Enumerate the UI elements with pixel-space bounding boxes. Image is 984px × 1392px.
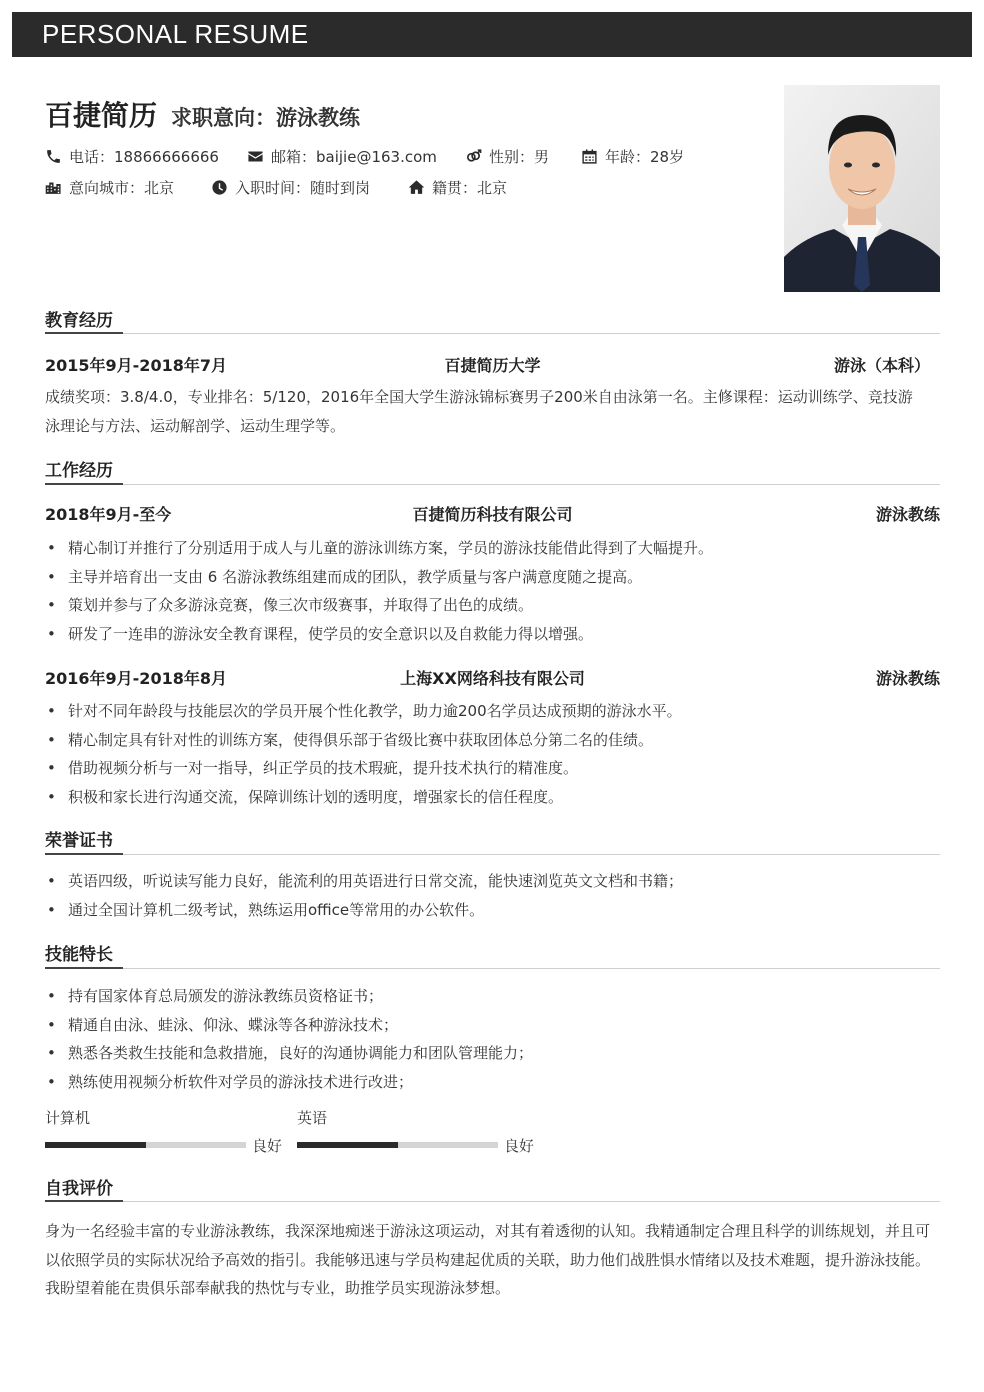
education-entry-head [45, 353, 940, 375]
info-phone [45, 146, 247, 166]
skill-computer-level: 良好 [252, 1137, 283, 1155]
list-item: • 主导并培育出一支由 6 名游泳教练组建而成的团队，教学质量与客户满意度随之提高。 [45, 563, 945, 592]
skills-title: 技能特长 [45, 945, 113, 965]
list-item: • 策划并参与了众多游泳竞赛，像三次市级赛事，并取得了出色的成绩。 [45, 591, 945, 620]
job-2-company: 上海XX网络科技有限公司 [400, 669, 585, 688]
info-city [45, 177, 211, 197]
education-detail: 成绩奖项：3.8/4.0，专业排名：5/120，2016年全国大学生游泳锦标赛男子200米自由泳第一名。主修课程：运动训练学、竞技游泳理论与方法、运动解剖学、运动生理学等。 [45, 388, 913, 435]
info-start [211, 177, 408, 197]
list-item: • 精心制定具有针对性的训练方案，使得俱乐部于省级比赛中获取团体总分第二名的佳绩。 [45, 726, 945, 755]
honors-bullets [45, 867, 945, 924]
info-gender-text: 性别：男 [489, 147, 550, 166]
info-origin [408, 177, 507, 197]
list-item: • 熟练使用视频分析软件对学员的游泳技术进行改进； [45, 1068, 945, 1097]
honors-divider [45, 854, 940, 855]
skill-english-bar [297, 1142, 498, 1148]
list-item: • 研发了一连串的游泳安全教育课程，使学员的安全意识以及自救能力得以增强。 [45, 620, 945, 649]
name-line [45, 94, 360, 130]
info-origin-text: 籍贯：北京 [432, 178, 508, 197]
skills-divider-mark [45, 967, 123, 969]
info-email [247, 146, 465, 166]
self-title: 自我评价 [45, 1179, 113, 1199]
phone-icon [45, 148, 62, 165]
info-row-2 [45, 177, 507, 197]
education-divider [45, 333, 940, 334]
banner-title: PERSONAL RESUME [42, 19, 309, 49]
list-item: • 英语四级，听说读写能力良好，能流利的用英语进行日常交流，能快速浏览英文文档和书籍； [45, 867, 945, 896]
city-icon [45, 179, 62, 196]
info-row-1 [45, 146, 684, 166]
calendar-icon [581, 148, 598, 165]
profile-photo [784, 85, 940, 292]
info-age-text: 年龄：28岁 [605, 147, 685, 166]
list-item: • 借助视频分析与一对一指导，纠正学员的技术瑕疵，提升技术执行的精准度。 [45, 754, 945, 783]
list-item: • 精心制订并推行了分别适用于成人与儿童的游泳训练方案，学员的游泳技能借此得到了大幅提升。 [45, 534, 945, 563]
candidate-name: 百捷简历 [45, 99, 158, 132]
info-gender [465, 146, 581, 166]
job-1-role: 游泳教练 [875, 505, 940, 524]
job-1-bullets [45, 534, 945, 649]
work-title: 工作经历 [45, 461, 113, 481]
list-item: • 精通自由泳、蛙泳、仰泳、蝶泳等各种游泳技术； [45, 1011, 945, 1040]
job-1-date: 2018年9月-至今 [45, 505, 172, 524]
job-2-head [45, 666, 940, 688]
self-divider-mark [45, 1200, 123, 1202]
list-item: • 熟悉各类救生技能和急救措施，良好的沟通协调能力和团队管理能力； [45, 1039, 945, 1068]
list-item: • 积极和家长进行沟通交流，保障训练计划的透明度，增强家长的信任程度。 [45, 783, 945, 812]
education-divider-mark [45, 332, 123, 334]
skills-bullets [45, 982, 945, 1097]
job-2-date: 2016年9月-2018年8月 [45, 669, 227, 688]
self-divider [45, 1201, 940, 1202]
list-item: • 针对不同年龄段与技能层次的学员开展个性化教学，助力逾200名学员达成预期的游泳水平。 [45, 697, 945, 726]
education-school: 百捷简历大学 [444, 356, 541, 375]
skill-computer-label: 计算机 [45, 1109, 91, 1127]
skill-english-level: 良好 [504, 1137, 535, 1155]
work-divider-mark [45, 483, 123, 485]
education-title: 教育经历 [45, 311, 113, 331]
job-1-company: 百捷简历科技有限公司 [412, 505, 573, 524]
job-2-role: 游泳教练 [875, 669, 940, 688]
home-icon [408, 179, 425, 196]
clock-icon [211, 179, 228, 196]
list-item: • 通过全国计算机二级考试，熟练运用office等常用的办公软件。 [45, 896, 945, 925]
info-email-text: 邮箱：baijie@163.com [271, 147, 437, 166]
info-start-text: 入职时间：随时到岗 [235, 178, 371, 197]
job-1-head [45, 502, 940, 524]
job-2-bullets [45, 697, 945, 812]
honors-divider-mark [45, 853, 123, 855]
job-intent: 求职意向：游泳教练 [171, 106, 361, 130]
list-item: • 持有国家体育总局颁发的游泳教练员资格证书； [45, 982, 945, 1011]
gender-icon [465, 148, 482, 165]
skill-computer-bar [45, 1142, 246, 1148]
info-phone-text: 电话：18866666666 [69, 147, 219, 166]
skill-english-fill [297, 1142, 398, 1148]
top-banner [12, 12, 972, 57]
mail-icon [247, 148, 264, 165]
info-city-text: 意向城市：北京 [69, 178, 175, 197]
self-text: 身为一名经验丰富的专业游泳教练，我深深地痴迷于游泳这项运动，对其有着透彻的认知。我精通制定合理且科学的训练规划，并且可以依照学员的实际状况给予高效的指引。我能够迅速与学员构建起优质的关联，助力他们战胜惧水情绪以及技术难题，提升游泳技能。我盼望着能在贵俱乐部奉献我的热忱与专业，助推学员实现游泳梦想。 [45, 1222, 931, 1297]
honors-title: 荣誉证书 [45, 831, 113, 851]
education-date: 2015年9月-2018年7月 [45, 356, 227, 375]
work-divider [45, 484, 940, 485]
skill-computer-fill [45, 1142, 146, 1148]
info-age [581, 146, 684, 166]
education-major: 游泳（本科） [833, 356, 930, 375]
skill-english-label: 英语 [297, 1109, 328, 1127]
skills-divider [45, 968, 940, 969]
